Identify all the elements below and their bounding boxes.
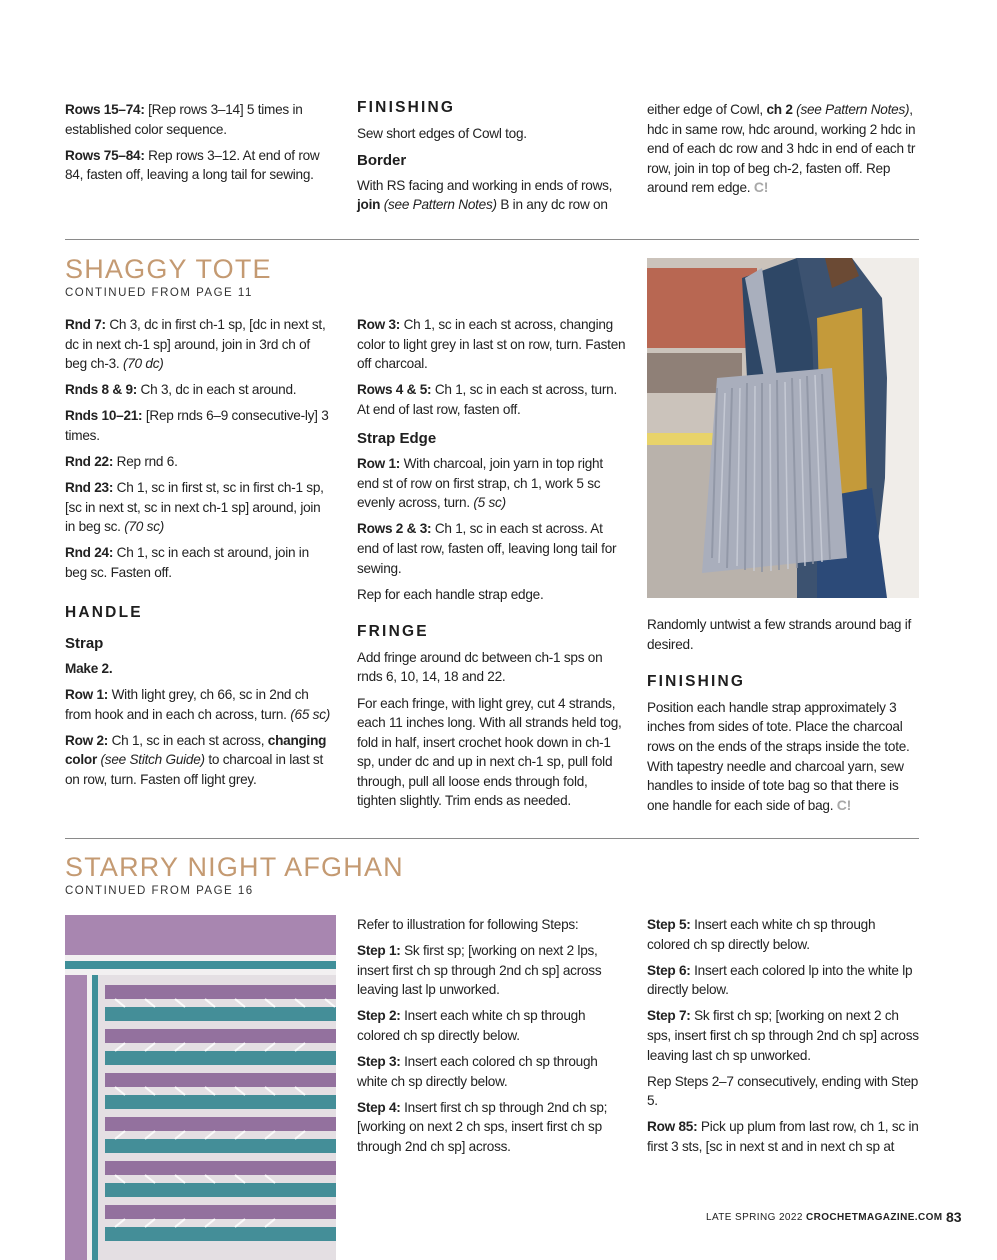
handle-heading: HANDLE xyxy=(65,603,143,621)
paragraph: Rows 2 & 3: Ch 1, sc in each st across. At end of last row, fasten off, leaving long tail for sewing. xyxy=(357,521,617,576)
paragraph: Row 85: Pick up plum from last row, ch 1, sc in first 3 sts, [sc in next st and in next ch sp at xyxy=(647,1119,919,1154)
paragraph: Rep Steps 2–7 consecutively, ending with Step 5. xyxy=(647,1073,919,1109)
paragraph: Row 1: With charcoal, join yarn in top right end st of row on first strap, ch 1, work 5 sc evenly across, turn. (5 sc) xyxy=(357,456,603,511)
finishing-heading: FINISHING xyxy=(647,673,746,691)
paragraph: Rows 4 & 5: Ch 1, sc in each st across, turn. At end of last row, fasten off. xyxy=(357,382,617,417)
shaggy-column-3 xyxy=(647,615,919,822)
paragraph: With RS facing and working in ends of rows, join (see Pattern Notes) B in any dc row on xyxy=(357,177,613,213)
top-column-2 xyxy=(357,98,627,221)
strap-edge-heading: Strap Edge xyxy=(357,430,437,448)
paragraph: Position each handle strap approximately 3 inches from sides of tote. Place the charcoal rows on the ends of the straps inside the tote. With tapestry needle and charcoal yarn, sew handles to inside of tote bag so that there is one handle for each side of bag. C! xyxy=(647,699,910,813)
footer-website: CROCHETMAGAZINE.COM xyxy=(806,1212,943,1223)
paragraph: Rnds 10–21: [Rep rnds 6–9 consecutive-ly] 3 times. xyxy=(65,408,329,443)
shaggy-column-2 xyxy=(357,315,627,818)
afghan-photo-illustration xyxy=(65,915,336,1260)
paragraph: Row 3: Ch 1, sc in each st across, changing color to light grey in last st on row, turn. Fasten off charcoal. xyxy=(357,317,626,372)
paragraph: Step 4: Insert first ch sp through 2nd ch sp; [working on next 2 ch sps, insert first ch sp through 2nd ch sp] across. xyxy=(357,1099,608,1154)
strap-heading: Strap xyxy=(65,635,104,653)
paragraph: Rnds 8 & 9: Ch 3, dc in each st around. xyxy=(65,382,297,398)
shaggy-column-1 xyxy=(65,315,333,796)
paragraph: Rnd 24: Ch 1, sc in each st around, join in beg sc. Fasten off. xyxy=(65,545,309,581)
paragraph: Sew short edges of Cowl tog. xyxy=(357,125,527,141)
paragraph: Step 1: Sk first sp; [working on next 2 lps, insert first ch sp through 2nd ch sp] across leaving last lp unworked. xyxy=(357,943,602,998)
end-mark-icon: C! xyxy=(753,179,769,196)
footer-issue-info: LATE SPRING 2022 CROCHETMAGAZINE.COM xyxy=(706,1212,943,1223)
starry-column-2 xyxy=(357,915,627,1163)
paragraph: Step 6: Insert each colored lp into the white lp directly below. xyxy=(647,962,913,998)
paragraph: Rnd 22: Rep rnd 6. xyxy=(65,454,178,470)
tote-photo-illustration xyxy=(647,258,919,598)
section-divider xyxy=(65,239,919,240)
end-mark-icon: C! xyxy=(836,796,852,813)
top-column-1 xyxy=(65,100,330,191)
section-title-shaggy-tote: SHAGGY TOTE xyxy=(65,254,272,284)
afghan-photo xyxy=(65,915,336,1260)
paragraph: Rnd 23: Ch 1, sc in first st, sc in first ch-1 sp, [sc in next st, sc in next ch-1 sp] around, join in beg sc. (70 sc) xyxy=(65,480,324,535)
paragraph: Randomly untwist a few strands around bag if desired. xyxy=(647,617,912,652)
starry-column-3 xyxy=(647,915,919,1163)
paragraph: For each fringe, with light grey, cut 4 strands, each 11 inches long. With all strands held tog, fold in half, insert crochet hook down in ch-1 sp, under dc and up in next ch-1 sp, pull fold through, pull all loose ends through fold, tighten slightly. Trim ends as needed. xyxy=(357,695,622,809)
finishing-heading: FINISHING xyxy=(357,99,456,116)
continued-from: CONTINUED FROM PAGE 11 xyxy=(65,287,253,299)
paragraph: Step 5: Insert each white ch sp through colored ch sp directly below. xyxy=(647,917,876,952)
paragraph: Step 7: Sk first ch sp; [working on next 2 ch sps, insert first ch sp through 2nd ch sp] across leaving last ch sp unworked. xyxy=(647,1008,919,1063)
paragraph: Step 2: Insert each white ch sp through colored ch sp directly below. xyxy=(357,1008,586,1043)
continued-from: CONTINUED FROM PAGE 16 xyxy=(65,885,254,897)
top-column-3 xyxy=(647,100,919,204)
paragraph: Row 2: Ch 1, sc in each st across, changing color (see Stitch Guide) to charcoal in last st on row, turn. Fasten off light grey. xyxy=(65,732,327,787)
paragraph: Rnd 7: Ch 3, dc in first ch-1 sp, [dc in next st, dc in next ch-1 sp] around, join in 3rd ch of beg ch-3. (70 dc) xyxy=(65,317,326,372)
border-heading: Border xyxy=(357,152,407,170)
make-count: Make 2. xyxy=(65,660,113,676)
paragraph: Refer to illustration for following Steps: xyxy=(357,917,579,932)
page-number: 83 xyxy=(946,1209,962,1225)
fringe-heading: FRINGE xyxy=(357,623,429,641)
paragraph: Step 3: Insert each colored ch sp through white ch sp directly below. xyxy=(357,1054,598,1089)
section-title-starry-night-afghan: STARRY NIGHT AFGHAN xyxy=(65,852,404,882)
paragraph: Rows 75–84: Rep rows 3–12. At end of row 84, fasten off, leaving a long tail for sewing. xyxy=(65,147,320,183)
tote-photo xyxy=(647,258,919,598)
paragraph: either edge of Cowl, ch 2 (see Pattern Notes), hdc in same row, hdc around, working 2 hdc in end of each dc row and 3 hdc in end of each tr row, join in top of beg ch-2, fasten off. Rep around rem edge. C! xyxy=(647,102,916,196)
paragraph: Rep for each handle strap edge. xyxy=(357,586,544,602)
paragraph: Row 1: With light grey, ch 66, sc in 2nd ch from hook and in each ch across, turn. (65 sc) xyxy=(65,686,331,722)
paragraph: Rows 15–74: [Rep rows 3–14] 5 times in established color sequence. xyxy=(65,102,303,137)
paragraph: Add fringe around dc between ch-1 sps on rnds 6, 10, 14, 18 and 22. xyxy=(357,649,603,685)
section-divider xyxy=(65,838,919,839)
